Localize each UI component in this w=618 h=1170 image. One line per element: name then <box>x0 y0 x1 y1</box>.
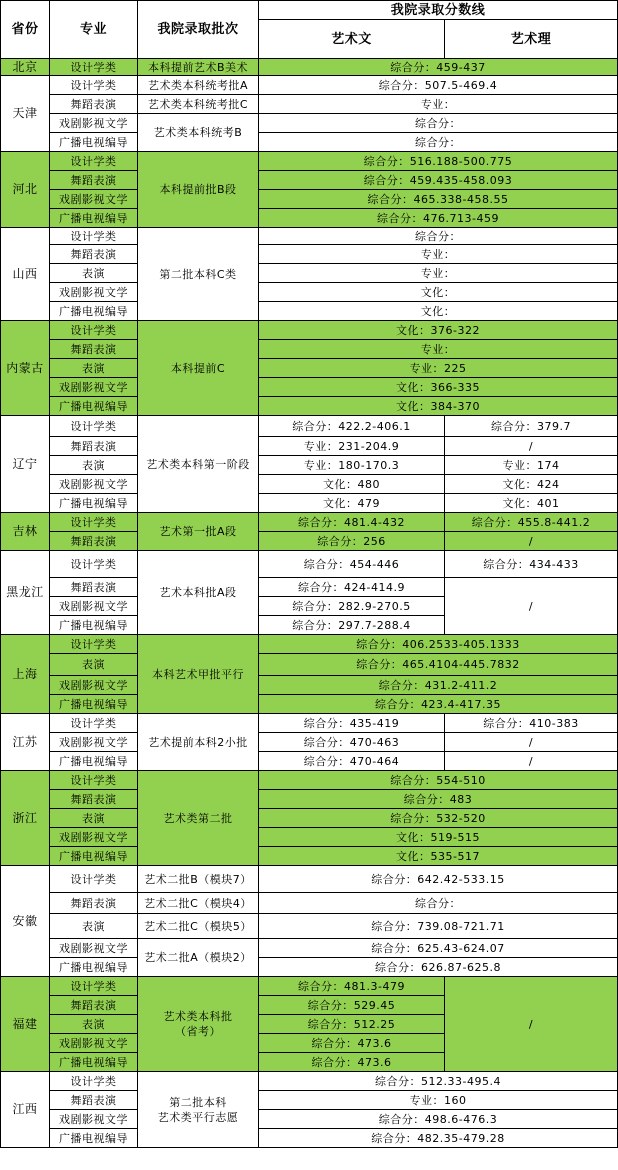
table-row <box>1 914 618 939</box>
score-cell: 综合分：459-437 <box>259 59 618 76</box>
table-row <box>1 771 618 790</box>
table-row <box>1 828 618 847</box>
score-arts-science: 综合分：455.8-441.2 <box>445 513 618 532</box>
score-cell: 专业： <box>259 264 618 283</box>
batch-cell: 第二批本科C类 <box>138 228 259 321</box>
table-row <box>1 809 618 828</box>
table-row <box>1 152 618 171</box>
province-cell: 内蒙古 <box>1 321 50 416</box>
score-arts-science: 综合分：379.7 <box>445 416 618 437</box>
header-province: 省份 <box>1 1 50 59</box>
table-row <box>1 733 618 752</box>
province-cell: 上海 <box>1 635 50 714</box>
score-cell: 综合分：642.42-533.15 <box>259 866 618 893</box>
batch-cell: 本科提前批B段 <box>138 152 259 228</box>
major-cell: 设计学类 <box>50 416 138 437</box>
table-row <box>1 76 618 95</box>
table-row <box>1 302 618 321</box>
score-arts-literature: 综合分：282.9-270.5 <box>259 597 445 616</box>
score-cell: 综合分：516.188-500.775 <box>259 152 618 171</box>
major-cell: 戏剧影视文学 <box>50 733 138 752</box>
table-row <box>1 209 618 228</box>
major-cell: 戏剧影视文学 <box>50 114 138 133</box>
table-row <box>1 264 618 283</box>
score-cell: 综合分：459.435-458.093 <box>259 171 618 190</box>
header-arts-literature: 艺术文 <box>259 20 445 59</box>
major-cell: 设计学类 <box>50 977 138 996</box>
score-cell: 综合分：739.08-721.71 <box>259 914 618 939</box>
table-row <box>1 958 618 977</box>
table-row <box>1 378 618 397</box>
score-cell: 综合分：476.713-459 <box>259 209 618 228</box>
province-cell: 安徽 <box>1 866 50 977</box>
score-arts-literature: 综合分：512.25 <box>259 1015 445 1034</box>
major-cell: 戏剧影视文学 <box>50 676 138 695</box>
table-row <box>1 171 618 190</box>
major-cell: 舞蹈表演 <box>50 437 138 456</box>
table-row <box>1 494 618 513</box>
major-cell: 设计学类 <box>50 321 138 340</box>
score-cell: 综合分：465.4104-445.7832 <box>259 654 618 676</box>
province-cell: 江西 <box>1 1072 50 1148</box>
header-score-line: 我院录取分数线 <box>259 1 618 20</box>
major-cell: 设计学类 <box>50 228 138 245</box>
score-cell: 综合分：626.87-625.8 <box>259 958 618 977</box>
header-row-1 <box>1 1 618 20</box>
score-arts-literature: 综合分：529.45 <box>259 996 445 1015</box>
table-row <box>1 676 618 695</box>
score-cell: 综合分：423.4-417.35 <box>259 695 618 714</box>
major-cell: 戏剧影视文学 <box>50 939 138 958</box>
table-body <box>1 59 618 1148</box>
table-row <box>1 513 618 532</box>
score-arts-science: / <box>445 437 618 456</box>
major-cell: 戏剧影视文学 <box>50 190 138 209</box>
batch-cell: 本科艺术甲批平行 <box>138 635 259 714</box>
batch-cell: 艺术二批B（模块7） <box>138 866 259 893</box>
score-arts-science: / <box>445 733 618 752</box>
table-row <box>1 321 618 340</box>
province-cell: 福建 <box>1 977 50 1072</box>
table-row <box>1 437 618 456</box>
score-arts-science: / <box>445 977 618 1072</box>
score-arts-literature: 文化：480 <box>259 475 445 494</box>
major-cell: 广播电视编导 <box>50 209 138 228</box>
score-cell: 专业： <box>259 245 618 264</box>
score-arts-literature: 文化：479 <box>259 494 445 513</box>
major-cell: 表演 <box>50 809 138 828</box>
major-cell: 设计学类 <box>50 1072 138 1091</box>
table-row <box>1 190 618 209</box>
score-cell: 综合分： <box>259 228 618 245</box>
score-arts-science: / <box>445 532 618 551</box>
table-row <box>1 228 618 245</box>
score-cell: 综合分：483 <box>259 790 618 809</box>
score-cell: 综合分：465.338-458.55 <box>259 190 618 209</box>
major-cell: 戏剧影视文学 <box>50 828 138 847</box>
score-arts-literature: 综合分：422.2-406.1 <box>259 416 445 437</box>
major-cell: 广播电视编导 <box>50 1053 138 1072</box>
score-arts-literature: 综合分：481.4-432 <box>259 513 445 532</box>
table-row <box>1 245 618 264</box>
score-arts-literature: 综合分：297.7-288.4 <box>259 616 445 635</box>
table-row <box>1 893 618 914</box>
batch-cell: 艺术二批C（模块5） <box>138 914 259 939</box>
major-cell: 戏剧影视文学 <box>50 1110 138 1129</box>
major-cell: 表演 <box>50 1015 138 1034</box>
table-row <box>1 1129 618 1148</box>
score-arts-science: 综合分：410-383 <box>445 714 618 733</box>
table-row <box>1 397 618 416</box>
score-cell: 文化：519-515 <box>259 828 618 847</box>
batch-cell: 本科提前艺术B美术 <box>138 59 259 76</box>
header-major: 专业 <box>50 1 138 59</box>
table-row <box>1 359 618 378</box>
score-arts-literature: 综合分：481.3-479 <box>259 977 445 996</box>
major-cell: 戏剧影视文学 <box>50 283 138 302</box>
province-cell: 浙江 <box>1 771 50 866</box>
major-cell: 表演 <box>50 264 138 283</box>
major-cell: 舞蹈表演 <box>50 1091 138 1110</box>
score-cell: 专业：225 <box>259 359 618 378</box>
table-row <box>1 340 618 359</box>
major-cell: 舞蹈表演 <box>50 578 138 597</box>
major-cell: 戏剧影视文学 <box>50 475 138 494</box>
batch-cell: 艺术二批C（模块4） <box>138 893 259 914</box>
batch-cell: 艺术类本科统考批C <box>138 95 259 114</box>
score-cell: 综合分： <box>259 133 618 152</box>
major-cell: 广播电视编导 <box>50 695 138 714</box>
score-cell: 文化：366-335 <box>259 378 618 397</box>
batch-cell: 艺术提前本科2小批 <box>138 714 259 771</box>
score-cell: 综合分：498.6-476.3 <box>259 1110 618 1129</box>
score-cell: 综合分： <box>259 893 618 914</box>
batch-cell: 艺术类本科批 （省考） <box>138 977 259 1072</box>
table-row <box>1 1072 618 1091</box>
table-row <box>1 1110 618 1129</box>
batch-cell: 艺术二批A（模块2） <box>138 939 259 977</box>
score-arts-literature: 综合分：470-463 <box>259 733 445 752</box>
batch-cell: 艺术本科批A段 <box>138 551 259 635</box>
table-row <box>1 114 618 133</box>
major-cell: 广播电视编导 <box>50 847 138 866</box>
major-cell: 舞蹈表演 <box>50 95 138 114</box>
score-cell: 综合分：625.43-624.07 <box>259 939 618 958</box>
table-row <box>1 635 618 654</box>
province-cell: 北京 <box>1 59 50 76</box>
major-cell: 表演 <box>50 359 138 378</box>
table-row <box>1 866 618 893</box>
table-row <box>1 752 618 771</box>
major-cell: 广播电视编导 <box>50 494 138 513</box>
major-cell: 广播电视编导 <box>50 1129 138 1148</box>
major-cell: 广播电视编导 <box>50 958 138 977</box>
province-cell: 吉林 <box>1 513 50 551</box>
score-cell: 综合分：406.2533-405.1333 <box>259 635 618 654</box>
province-cell: 黑龙江 <box>1 551 50 635</box>
score-cell: 综合分：512.33-495.4 <box>259 1072 618 1091</box>
major-cell: 设计学类 <box>50 771 138 790</box>
major-cell: 设计学类 <box>50 714 138 733</box>
table-row <box>1 59 618 76</box>
table-row <box>1 790 618 809</box>
major-cell: 戏剧影视文学 <box>50 597 138 616</box>
table-row <box>1 977 618 996</box>
major-cell: 广播电视编导 <box>50 397 138 416</box>
score-arts-literature: 专业：180-170.3 <box>259 456 445 475</box>
batch-cell: 艺术类本科统考B <box>138 114 259 152</box>
table-row <box>1 847 618 866</box>
batch-cell: 艺术第一批A段 <box>138 513 259 551</box>
table-row <box>1 416 618 437</box>
score-cell: 文化：384-370 <box>259 397 618 416</box>
major-cell: 舞蹈表演 <box>50 893 138 914</box>
score-cell: 文化： <box>259 283 618 302</box>
score-arts-science: 综合分：434-433 <box>445 551 618 578</box>
table-row <box>1 1091 618 1110</box>
major-cell: 广播电视编导 <box>50 302 138 321</box>
province-cell: 河北 <box>1 152 50 228</box>
score-cell: 文化：376-322 <box>259 321 618 340</box>
table-row <box>1 714 618 733</box>
major-cell: 戏剧影视文学 <box>50 1034 138 1053</box>
score-cell: 文化： <box>259 302 618 321</box>
major-cell: 设计学类 <box>50 635 138 654</box>
major-cell: 舞蹈表演 <box>50 532 138 551</box>
score-arts-science: 专业：174 <box>445 456 618 475</box>
major-cell: 广播电视编导 <box>50 752 138 771</box>
table-row <box>1 551 618 578</box>
major-cell: 表演 <box>50 654 138 676</box>
score-cell: 专业： <box>259 95 618 114</box>
table-row <box>1 133 618 152</box>
major-cell: 舞蹈表演 <box>50 996 138 1015</box>
score-arts-literature: 综合分：435-419 <box>259 714 445 733</box>
table-row <box>1 532 618 551</box>
province-cell: 辽宁 <box>1 416 50 513</box>
major-cell: 表演 <box>50 914 138 939</box>
score-cell: 综合分：482.35-479.28 <box>259 1129 618 1148</box>
score-arts-literature: 综合分：470-464 <box>259 752 445 771</box>
score-cell: 综合分：532-520 <box>259 809 618 828</box>
major-cell: 舞蹈表演 <box>50 245 138 264</box>
table-row <box>1 578 618 597</box>
major-cell: 广播电视编导 <box>50 616 138 635</box>
table-row <box>1 283 618 302</box>
score-arts-literature: 综合分：473.6 <box>259 1034 445 1053</box>
table-row <box>1 95 618 114</box>
table-row <box>1 654 618 676</box>
province-cell: 江苏 <box>1 714 50 771</box>
header-batch: 我院录取批次 <box>138 1 259 59</box>
table-row <box>1 475 618 494</box>
score-arts-science: 文化：424 <box>445 475 618 494</box>
major-cell: 戏剧影视文学 <box>50 378 138 397</box>
province-cell: 山西 <box>1 228 50 321</box>
batch-cell: 艺术类本科第一阶段 <box>138 416 259 513</box>
major-cell: 舞蹈表演 <box>50 790 138 809</box>
major-cell: 舞蹈表演 <box>50 171 138 190</box>
batch-cell: 第二批本科 艺术类平行志愿 <box>138 1072 259 1148</box>
score-arts-science: 文化：401 <box>445 494 618 513</box>
score-arts-literature: 综合分：454-446 <box>259 551 445 578</box>
score-cell: 综合分： <box>259 114 618 133</box>
major-cell: 广播电视编导 <box>50 133 138 152</box>
score-cell: 专业： <box>259 340 618 359</box>
batch-cell: 艺术类本科统考批A <box>138 76 259 95</box>
header-arts-science: 艺术理 <box>445 20 618 59</box>
major-cell: 表演 <box>50 456 138 475</box>
batch-cell: 本科提前C <box>138 321 259 416</box>
score-arts-science: / <box>445 752 618 771</box>
major-cell: 设计学类 <box>50 551 138 578</box>
major-cell: 设计学类 <box>50 76 138 95</box>
major-cell: 舞蹈表演 <box>50 340 138 359</box>
score-arts-literature: 综合分：424-414.9 <box>259 578 445 597</box>
batch-cell: 艺术类第二批 <box>138 771 259 866</box>
score-arts-literature: 专业：231-204.9 <box>259 437 445 456</box>
table-row <box>1 939 618 958</box>
score-cell: 文化：535-517 <box>259 847 618 866</box>
score-arts-literature: 综合分：473.6 <box>259 1053 445 1072</box>
score-cell: 专业：160 <box>259 1091 618 1110</box>
major-cell: 设计学类 <box>50 513 138 532</box>
table-row <box>1 695 618 714</box>
major-cell: 设计学类 <box>50 866 138 893</box>
score-cell: 综合分：431.2-411.2 <box>259 676 618 695</box>
score-arts-literature: 综合分：256 <box>259 532 445 551</box>
major-cell: 设计学类 <box>50 152 138 171</box>
score-cell: 综合分：554-510 <box>259 771 618 790</box>
table-row <box>1 456 618 475</box>
score-arts-science: / <box>445 578 618 635</box>
major-cell: 设计学类 <box>50 59 138 76</box>
province-cell: 天津 <box>1 76 50 152</box>
score-cell: 综合分：507.5-469.4 <box>259 76 618 95</box>
